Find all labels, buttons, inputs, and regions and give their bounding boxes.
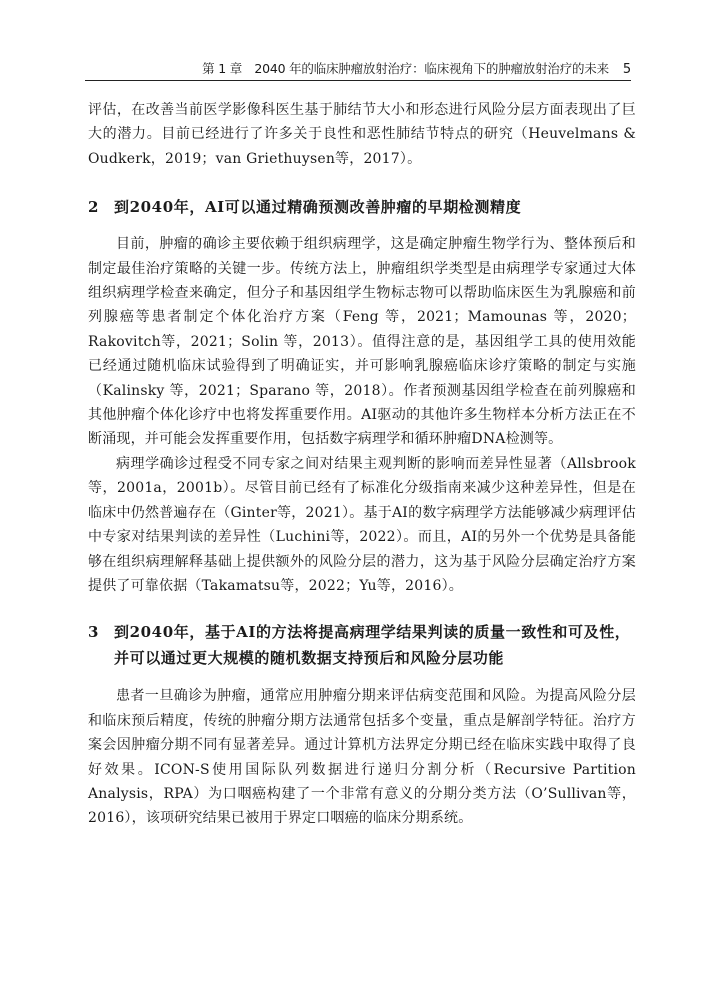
- section-3-heading: [88, 619, 636, 671]
- running-header: [85, 55, 631, 81]
- section-2-heading: [88, 194, 636, 220]
- page-number: 5: [622, 62, 631, 77]
- section-3-number: 3: [88, 623, 100, 642]
- chapter-title: 第 1 章 2040 年的临床肿瘤放射治疗：临床视角下的肿瘤放射治疗的未来: [202, 61, 609, 76]
- section-3-title: 到2040年，基于AI的方法将提高病理学结果判读的质量一致性和可及性，并可以通过更大规模的随机数据支持预后和风险分层功能: [114, 623, 631, 668]
- section-2-paragraph-2: 病理学确诊过程受不同专家之间对结果主观判断的影响而差异性显著（Allsbrook等，2001a，2001b）。尽管目前已经有了标准化分级指南来减少这种差异性，但是在临床中仍然普遍存在（Ginter等，2021）。基于AI的数字病理学方法能够减少病理评估中专家对结果判读的差异性（Luchini等，2022）。而且，AI的另外一个优势是具备能够在组织病理解释基础上提供额外的风险分层的潜力，这为基于风险分层确定治疗方案提供了可靠依据（Takamatsu等，2022；Yu等，2016）。: [88, 455, 636, 594]
- section-3-paragraph-1: 患者一旦确诊为肿瘤，通常应用肿瘤分期来评估病变范围和风险。为提高风险分层和临床预后精度，传统的肿瘤分期方法通常包括多个变量，重点是解剖学特征。治疗方案会因肿瘤分期不同有显著差异。通过计算机方法界定分期已经在临床实践中取得了良好效果。ICON-S使用国际队列数据进行递归分割分析（Recursive Partition Analysis，RPA）为口咽癌构建了一个非常有意义的分期分类方法（O’Sullivan等，2016），该项研究结果已被用于界定口咽癌的临床分期系统。: [88, 688, 636, 827]
- intro-paragraph: 评估，在改善当前医学影像科医生基于肺结节大小和形态进行风险分层方面表现出了巨大的潜力。目前已经进行了许多关于良性和恶性肺结节特点的研究（Heuvelmans & Oudkerk，2019；van Griethuysen等，2017）。: [88, 102, 636, 167]
- main-text: [88, 98, 636, 831]
- section-2-paragraph-1: 目前，肿瘤的确诊主要依赖于组织病理学，这是确定肿瘤生物学行为、整体预后和制定最佳治疗策略的关键一步。传统方法上，肿瘤组织学类型是由病理学专家通过大体组织病理学检查来确定，但分子和基因组学生物标志物可以帮助临床医生为乳腺癌和前列腺癌等患者制定个体化治疗方案（Feng 等，2021；Mamounas 等，2020；Rakovitch等，2021；Solin 等，2013）。值得注意的是，基因组学工具的使用效能已经通过随机临床试验得到了明确证实，并可影响乳腺癌临床诊疗策略的制定与实施（Kalinsky 等，2021；Sparano 等，2018）。作者预测基因组学检查在前列腺癌和其他肿瘤个体化诊疗中也将发挥重要作用。AI驱动的其他许多生物样本分析方法正在不断涌现，并可能会发挥重要作用，包括数字病理学和循环肿瘤DNA检测等。: [88, 236, 636, 448]
- section-2-title: 到2040年，AI可以通过精确预测改善肿瘤的早期检测精度: [114, 198, 522, 217]
- section-2-number: 2: [88, 198, 100, 217]
